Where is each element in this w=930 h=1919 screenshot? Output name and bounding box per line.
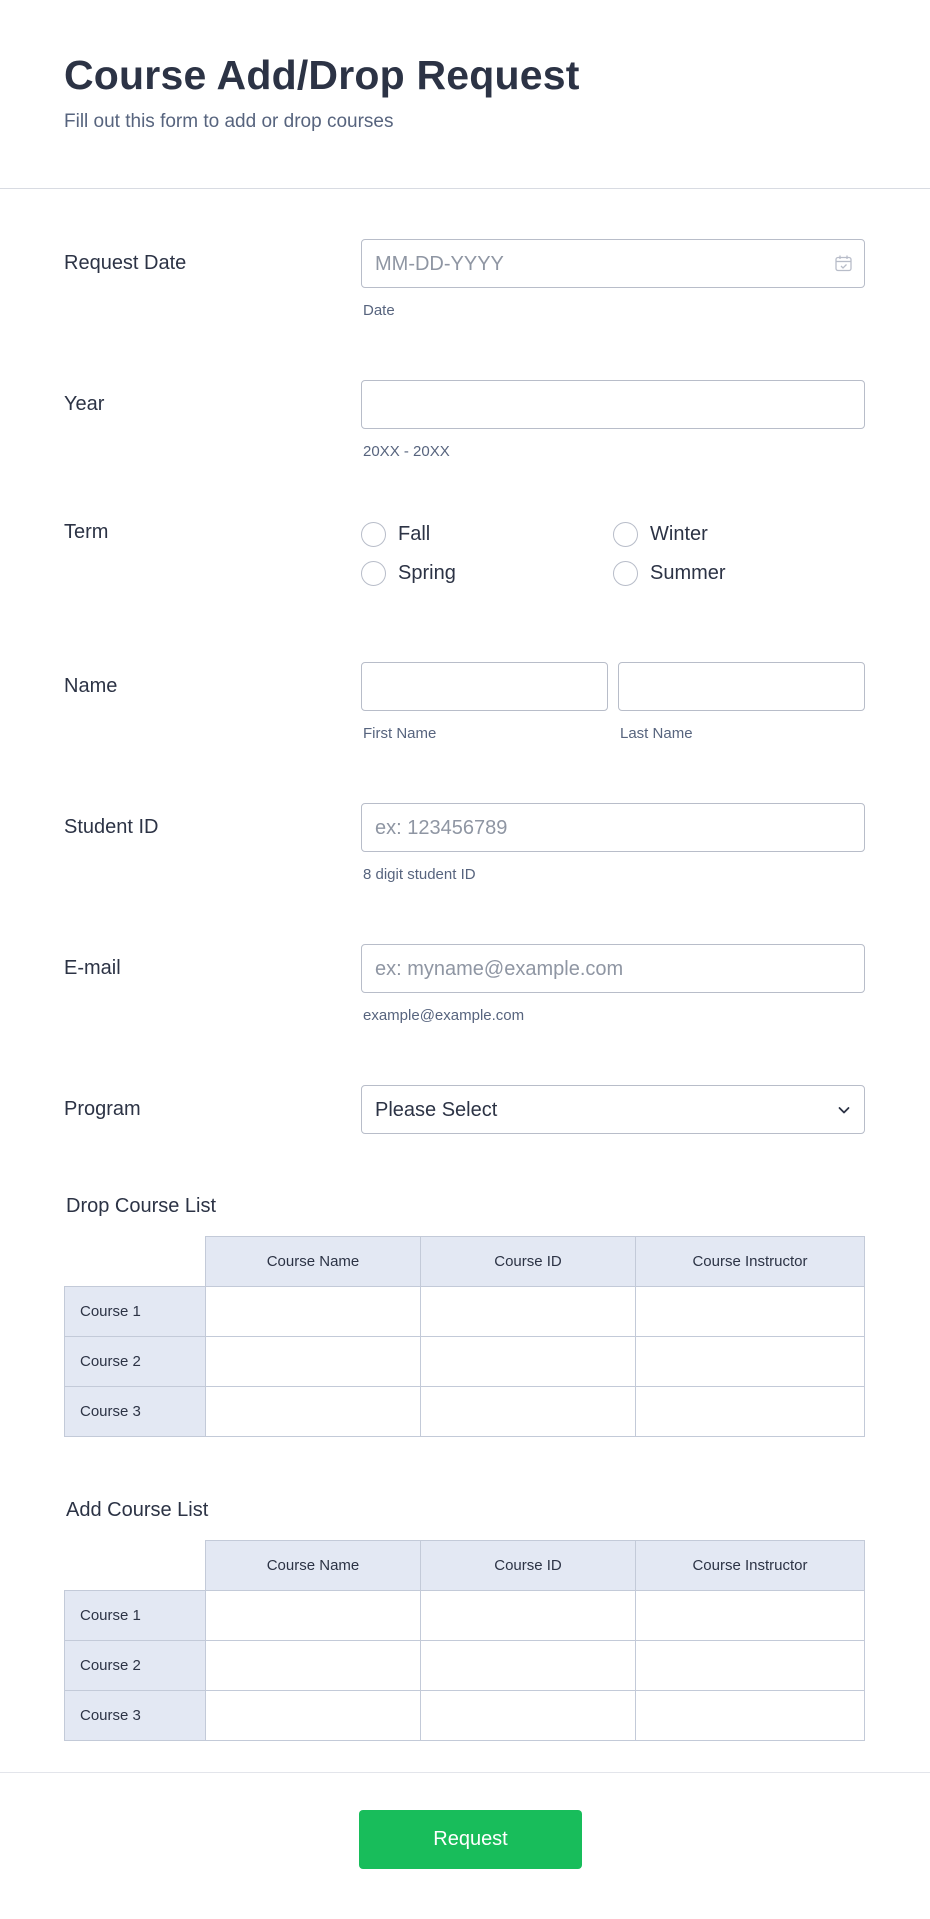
drop-course-table (64, 1236, 865, 1438)
footer-divider (0, 1772, 930, 1773)
student-id-input[interactable] (361, 803, 865, 852)
first-name-input[interactable] (361, 662, 608, 711)
first-name-help: First Name (363, 725, 437, 742)
table-cell-input[interactable] (635, 1386, 865, 1437)
student-id-label: Student ID (64, 816, 159, 838)
row-header-course-1: Course 1 (64, 1590, 206, 1641)
column-header-course-id: Course ID (420, 1236, 636, 1287)
table-cell-input[interactable] (420, 1336, 636, 1387)
request-date-placeholder: MM-DD-YYYY (375, 253, 504, 275)
request-submit-button[interactable]: Request (359, 1810, 582, 1869)
column-header-course-instructor: Course Instructor (635, 1236, 865, 1287)
table-cell-input[interactable] (635, 1336, 865, 1387)
column-header-course-name: Course Name (205, 1236, 421, 1287)
radio-circle[interactable] (361, 522, 386, 547)
year-label: Year (64, 393, 105, 415)
table-cell-input[interactable] (205, 1386, 421, 1437)
last-name-help: Last Name (620, 725, 693, 742)
row-header-course-2: Course 2 (64, 1336, 206, 1387)
email-input[interactable] (361, 944, 865, 993)
row-header-course-3: Course 3 (64, 1690, 206, 1741)
year-input[interactable] (361, 380, 865, 429)
name-label: Name (64, 675, 118, 697)
table-cell-input[interactable] (635, 1640, 865, 1691)
term-option-label: Fall (398, 523, 431, 545)
request-date-help: Date (363, 302, 395, 319)
table-cell-input[interactable] (635, 1690, 865, 1741)
column-header-course-name: Course Name (205, 1540, 421, 1591)
chevron-down-icon (837, 1103, 851, 1117)
program-selected-value: Please Select (375, 1099, 498, 1121)
term-option-label: Spring (398, 562, 456, 584)
radio-circle[interactable] (361, 561, 386, 586)
year-help: 20XX - 20XX (363, 443, 450, 460)
row-header-course-1: Course 1 (64, 1286, 206, 1337)
request-date-input[interactable] (361, 239, 865, 288)
table-cell-input[interactable] (420, 1386, 636, 1437)
radio-circle[interactable] (613, 522, 638, 547)
email-label: E-mail (64, 957, 121, 979)
table-cell-input[interactable] (420, 1286, 636, 1337)
email-help: example@example.com (363, 1007, 525, 1024)
form-title: Course Add/Drop Request (64, 52, 580, 98)
form-subtitle: Fill out this form to add or drop courses (64, 111, 394, 132)
column-header-course-instructor: Course Instructor (635, 1540, 865, 1591)
radio-circle[interactable] (613, 561, 638, 586)
add-course-list-title: Add Course List (66, 1499, 209, 1521)
term-option-label: Summer (650, 562, 726, 584)
email-placeholder: ex: myname@example.com (375, 958, 624, 980)
term-label: Term (64, 521, 109, 543)
program-select[interactable] (361, 1085, 865, 1134)
add-course-table (64, 1540, 865, 1742)
table-cell-input[interactable] (635, 1286, 865, 1337)
student-id-help: 8 digit student ID (363, 866, 476, 883)
table-cell-input[interactable] (205, 1640, 421, 1691)
calendar-icon[interactable] (835, 255, 852, 272)
table-cell-input[interactable] (420, 1640, 636, 1691)
table-cell-input[interactable] (205, 1690, 421, 1741)
column-header-course-id: Course ID (420, 1540, 636, 1591)
table-cell-input[interactable] (205, 1336, 421, 1387)
form-header (0, 0, 930, 189)
term-option-label: Winter (650, 523, 708, 545)
table-cell-input[interactable] (420, 1690, 636, 1741)
student-id-placeholder: ex: 123456789 (375, 817, 508, 839)
row-header-course-2: Course 2 (64, 1640, 206, 1691)
last-name-input[interactable] (618, 662, 865, 711)
table-cell-input[interactable] (420, 1590, 636, 1641)
drop-course-list-title: Drop Course List (66, 1195, 217, 1217)
table-cell-input[interactable] (635, 1590, 865, 1641)
request-date-label: Request Date (64, 252, 187, 274)
table-cell-input[interactable] (205, 1286, 421, 1337)
program-label: Program (64, 1098, 141, 1120)
row-header-course-3: Course 3 (64, 1386, 206, 1437)
table-cell-input[interactable] (205, 1590, 421, 1641)
